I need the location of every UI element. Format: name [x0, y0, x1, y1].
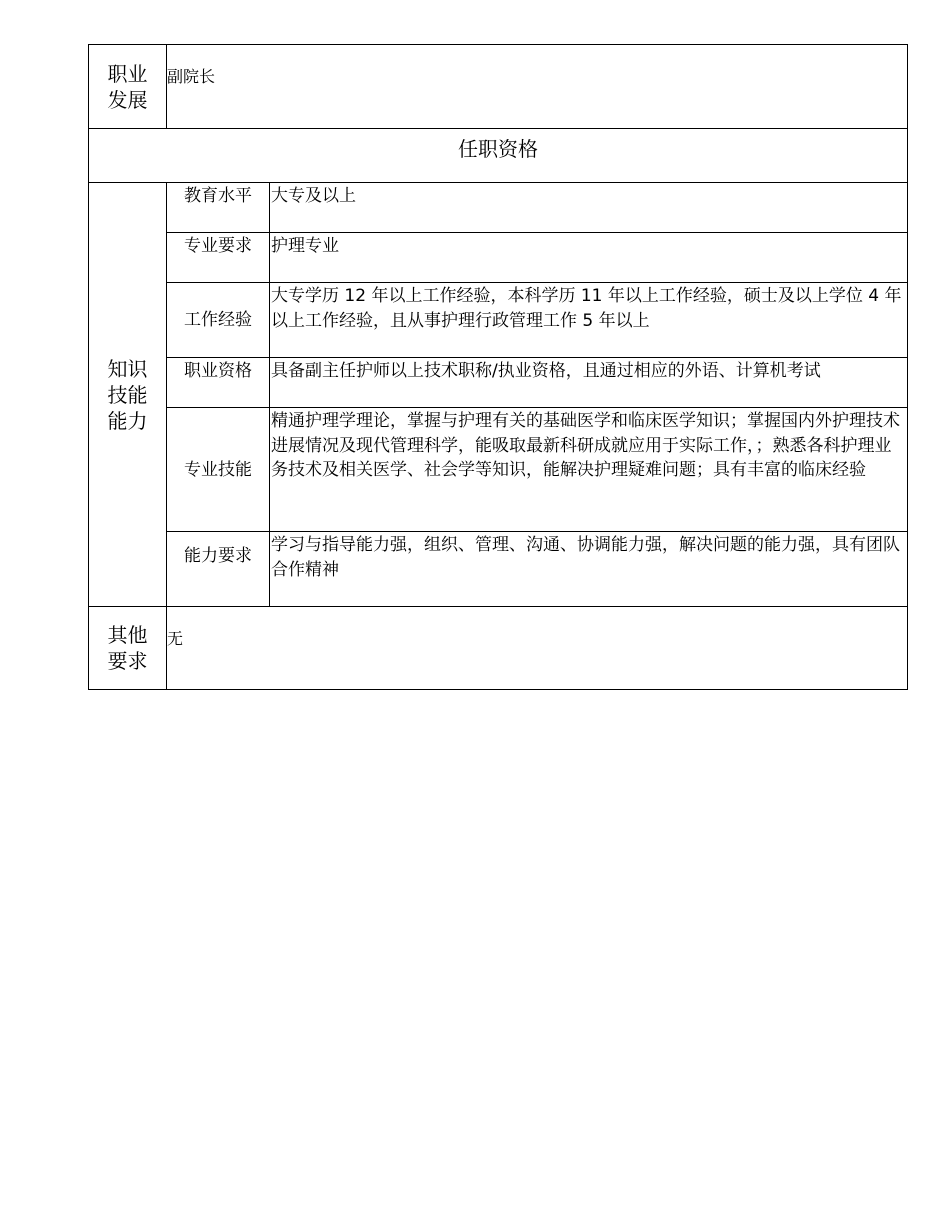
table-row — [89, 283, 908, 358]
certification-label: 职业资格 — [167, 358, 270, 408]
certification-value: 具备副主任护师以上技术职称/执业资格，且通过相应的外语、计算机考试 — [270, 358, 908, 408]
other-value-cell — [167, 607, 908, 690]
career-label: 职业发展 — [107, 61, 148, 112]
skills-label: 专业技能 — [167, 408, 270, 532]
career-label-cell — [89, 45, 167, 129]
experience-value: 大专学历 12 年以上工作经验，本科学历 11 年以上工作经验，硕士及以上学位 4 年以上工作经验，且从事护理行政管理工作 5 年以上 — [270, 283, 908, 358]
experience-label: 工作经验 — [167, 283, 270, 358]
table-row — [89, 183, 908, 233]
other-row — [89, 607, 908, 690]
major-label: 专业要求 — [167, 233, 270, 283]
major-value: 护理专业 — [270, 233, 908, 283]
skills-value: 精通护理学理论，掌握与护理有关的基础医学和临床医学知识；掌握国内外护理技术进展情况及现代管理科学，能吸取最新科研成就应用于实际工作，；熟悉各科护理业务技术及相关医学、社会学等知识，能解决护理疑难问题；具有丰富的临床经验 — [270, 408, 908, 532]
career-value-cell — [167, 45, 908, 129]
qualification-header-row — [89, 129, 908, 183]
other-value: 无 — [167, 629, 184, 648]
career-row — [89, 45, 908, 129]
qualification-header: 任职资格 — [89, 129, 908, 183]
education-value: 大专及以上 — [270, 183, 908, 233]
career-value: 副院长 — [167, 67, 216, 86]
table-row — [89, 233, 908, 283]
knowledge-label-cell — [89, 183, 167, 607]
ability-label: 能力要求 — [167, 532, 270, 607]
table-row — [89, 532, 908, 607]
table-row — [89, 358, 908, 408]
table-row — [89, 408, 908, 532]
knowledge-label: 知识技能能力 — [107, 356, 148, 433]
other-label-cell — [89, 607, 167, 690]
other-label: 其他要求 — [107, 623, 148, 673]
ability-value: 学习与指导能力强，组织、管理、沟通、协调能力强，解决问题的能力强，具有团队合作精神 — [270, 532, 908, 607]
job-description-table — [88, 44, 908, 690]
education-label: 教育水平 — [167, 183, 270, 233]
